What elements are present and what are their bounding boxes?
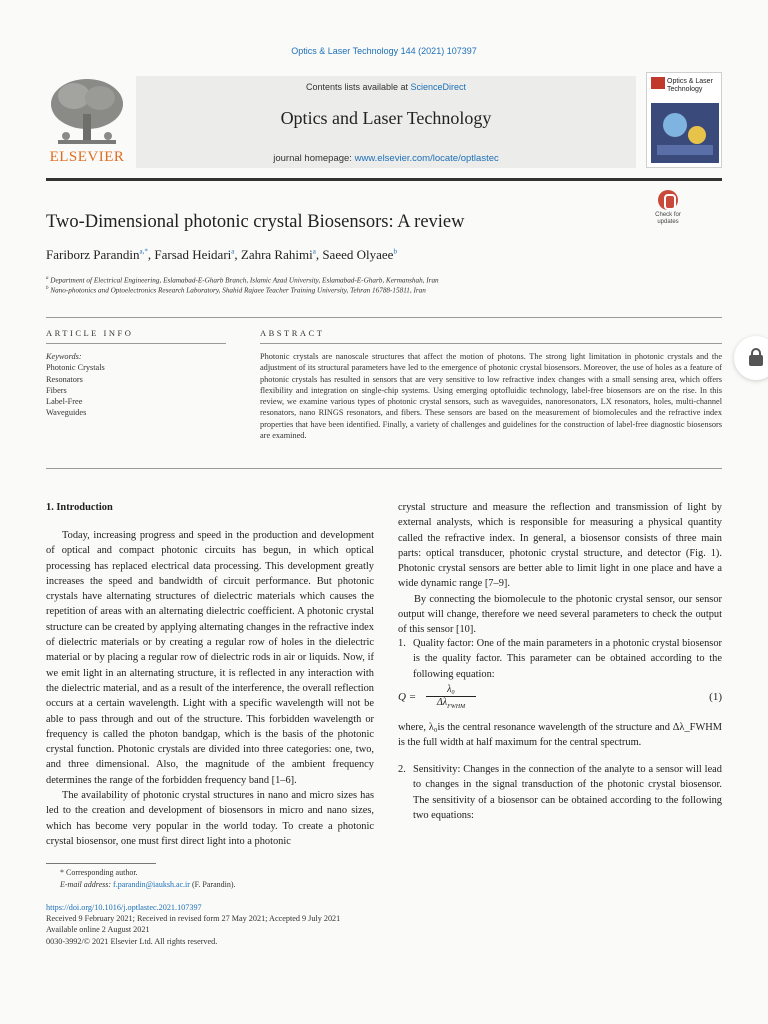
journal-reference-link[interactable]: Optics & Laser Technology 144 (2021) 107397 (291, 46, 477, 56)
author-name[interactable]: Saeed Olyaee (322, 247, 394, 262)
equation-number: (1) (709, 691, 722, 703)
contents-prefix: Contents lists available at (305, 82, 411, 92)
author-name[interactable]: Farsad Heidari (154, 247, 232, 262)
affiliation-text: Department of Electrical Engineering, Eslamabad-E-Gharb Branch, Islamic Azad University, Eslamabad-E-Gharb, Kermanshah, Iran (50, 276, 439, 285)
tree-logo-icon (46, 76, 128, 148)
body-paragraph: The availability of photonic crystal structures in nano and micro sizes has led to the creation and development of biosensors in micro and nano sizes, which has become very popular in the world today. To create a photonic crystal biosensor, one must first direct light into a photonic (46, 790, 374, 847)
access-lock-button[interactable] (734, 336, 768, 380)
list-text: Quality factor: One of the main parameters in a photonic crystal biosensor is the quality factor. This parameter can be obtained according to the following equation: (413, 638, 722, 680)
keywords-block (46, 351, 226, 419)
contents-line (136, 82, 636, 92)
journal-cover-thumbnail (646, 72, 722, 168)
author-name[interactable]: Fariborz Parandin (46, 247, 140, 262)
received-dates: Received 9 February 2021; Received in revised form 27 May 2021; Accepted 9 July 2021 (46, 914, 341, 924)
doi-link[interactable]: https://doi.org/10.1016/j.optlastec.2021.107397 (46, 903, 202, 912)
equation-numerator: λ₀ (426, 684, 476, 697)
affiliation-b (46, 286, 726, 294)
email-label: E-mail address: (60, 880, 114, 889)
cover-title: Optics & Laser Technology (667, 78, 713, 93)
abstract-text: Photonic crystals are nanoscale structures that affect the motion of photons. The strong light limitation in photonic crystals and the adjustment of its structural parameters have led to the emergence of photonic crystal biosensors. Moreover, the use of holes as a feature of photonic crystals has resulted in sensors that are very sensitive to low refractive index changes with a small sensing area, which offers flexibility and integration on single-chip systems. Using emerging optofluidic technology, label-free biosensors are on the rise. In this review, we examine various types of photonic crystal sensors, such as waveguides, nanoresonators, LX resonators, holes, multi-channel resonators, nano RINGS resonators, and fibers. These sensors are based on the measurement of biomolecules and the refractive index properties that have been identified. Finally, a variety of challenges and guidelines for the construction of label-free diagnostic biosensors are examined. (260, 352, 722, 440)
homepage-line (136, 153, 636, 164)
author-affiliation-mark[interactable]: a,* (139, 247, 148, 256)
email-link[interactable]: f.parandin@iauksh.ac.ir (113, 880, 190, 889)
keyword-item: Fibers (46, 385, 67, 395)
author-affiliation-mark[interactable]: b (393, 247, 397, 256)
journal-title: Optics and Laser Technology (280, 108, 492, 128)
list-number: 2. (398, 764, 406, 775)
section-rule-top (46, 317, 722, 318)
copyright-line: 0030-3992/© 2021 Elsevier Ltd. All rights reserved. (46, 936, 218, 946)
article-info-label: ARTICLE INFO (46, 328, 134, 338)
sciencedirect-link[interactable]: ScienceDirect (410, 82, 467, 92)
check-for-updates-badge[interactable] (648, 190, 688, 230)
homepage-prefix: journal homepage: (273, 153, 355, 164)
affiliation-text: Nano-photonics and Optoelectronics Research Laboratory, Shahid Rajaee Teacher Training University, Tehran 16788-15811, Iran (50, 286, 426, 295)
author-affiliation-mark[interactable]: a (312, 247, 316, 256)
footnote-rule (46, 863, 156, 864)
author-name[interactable]: Zahra Rahimi (240, 247, 313, 262)
affiliation-mark: a (46, 276, 49, 281)
section-rule-bottom (46, 468, 722, 469)
list-item-quality-factor (398, 636, 722, 682)
list-number: 1. (398, 638, 406, 649)
journal-homepage-link[interactable]: www.elsevier.com/locate/optlastec (354, 153, 499, 164)
keyword-item: Label-Free (46, 397, 83, 407)
available-online: Available online 2 August 2021 (46, 925, 150, 935)
publication-details (46, 902, 546, 947)
elsevier-logo (46, 76, 128, 168)
article-info-rule (46, 343, 226, 344)
abstract-label: ABSTRACT (260, 328, 325, 338)
body-paragraph: By connecting the biomolecule to the photonic crystal sensor, our sensor output will change, therefore we need several parameters to check the output of this sensor [10]. (398, 593, 722, 636)
keyword-item: Photonic Crystals (46, 363, 105, 373)
abstract-rule (260, 343, 722, 344)
list-item-sensitivity (398, 762, 722, 823)
body-paragraph: crystal structure and measure the reflection and transmission of light by external analysts, which is responsible for measuring a physical quantity called the refractive index. In general, a biosensor consists of three main parts: optical transducer, photonic crystal structure, and detector (Fig. 1). Photonic crystal sensors are better able to limit light in one place and have a wide dynamic range [7–9]. (398, 502, 722, 590)
keywords-label: Keywords: (46, 352, 82, 361)
badge-label: Check for updates (655, 212, 681, 225)
equation-lhs: Q = (398, 691, 417, 703)
email-line (60, 880, 460, 889)
equation-denominator-sub: FWHM (447, 704, 466, 710)
intro-heading: 1. Introduction (46, 502, 113, 513)
publisher-name: ELSEVIER (49, 149, 125, 165)
equation-denominator-base: Δλ (436, 697, 448, 708)
keyword-item: Resonators (46, 374, 83, 384)
header-rule (46, 178, 722, 181)
lock-icon (749, 355, 763, 366)
corresponding-author-note: * Corresponding author. (60, 868, 138, 877)
email-suffix: (F. Parandin). (189, 880, 236, 889)
equation-1 (398, 684, 722, 714)
author-affiliation-mark[interactable]: a (231, 247, 235, 256)
list-text: Sensitivity: Changes in the connection of the analyte to a sensor will lead to changes in the signal transduction of the photonic crystal biosensor. The sensitivity of a biosensor can be obtained according to the following two equations: (413, 764, 722, 821)
equation-fraction (426, 684, 476, 710)
bookmark-icon (658, 190, 678, 210)
equation-explanation: where, λ₀is the central resonance wavelength of the structure and Δλ_FWHM is the full width at half maximum for the central spectrum. (398, 722, 722, 749)
keyword-item: Waveguides (46, 408, 87, 418)
body-paragraph: Today, increasing progress and speed in the production and development of optical and compact photonic circuits has begun, in which optical processing has replaced electrical data processing. This development greatly increases the speed and bandwidth of circuit performance. But photonic crystals have alternating structures of dielectric materials which causes the repetition of areas with an alternating dielectric coefficient. A photonic crystal structure can be created by applying alternating changes in the refractive index of dielectric materials or by creating a regular row of holes in the dielectric material or by placing a regular row of dielectric rods in air or liquids. Now, if we emit light in an alternating structure, it is reflected in any interaction with the dielectric material, and as a result of the interference, the overall reflection occurs at a certain wavelength. Light with a specific wavelength will not be able to pass through and out of the structure. This forbidden wavelength or frequency is called the photon bandgap, which is the basis of the photonic crystal function. Photonic crystals are divided into three categories: one, two, and three dimensional. Also, the magnitude of the ambient frequency determines the range of the forbidden frequency band [1–6]. (46, 530, 374, 786)
paper-title: Two-Dimensional photonic crystal Biosensors: A review (46, 212, 465, 232)
affiliation-a (46, 276, 726, 284)
right-column (398, 500, 722, 638)
left-column (46, 528, 374, 849)
equation-denominator (426, 697, 476, 710)
author-list: Fariborz Parandin$^{a,*}$, Farsad Heidari$^a$, Zahra Rahimi$^a$, Saeed Olyaee$^b$ (46, 247, 397, 262)
affiliation-mark: b (46, 286, 49, 291)
